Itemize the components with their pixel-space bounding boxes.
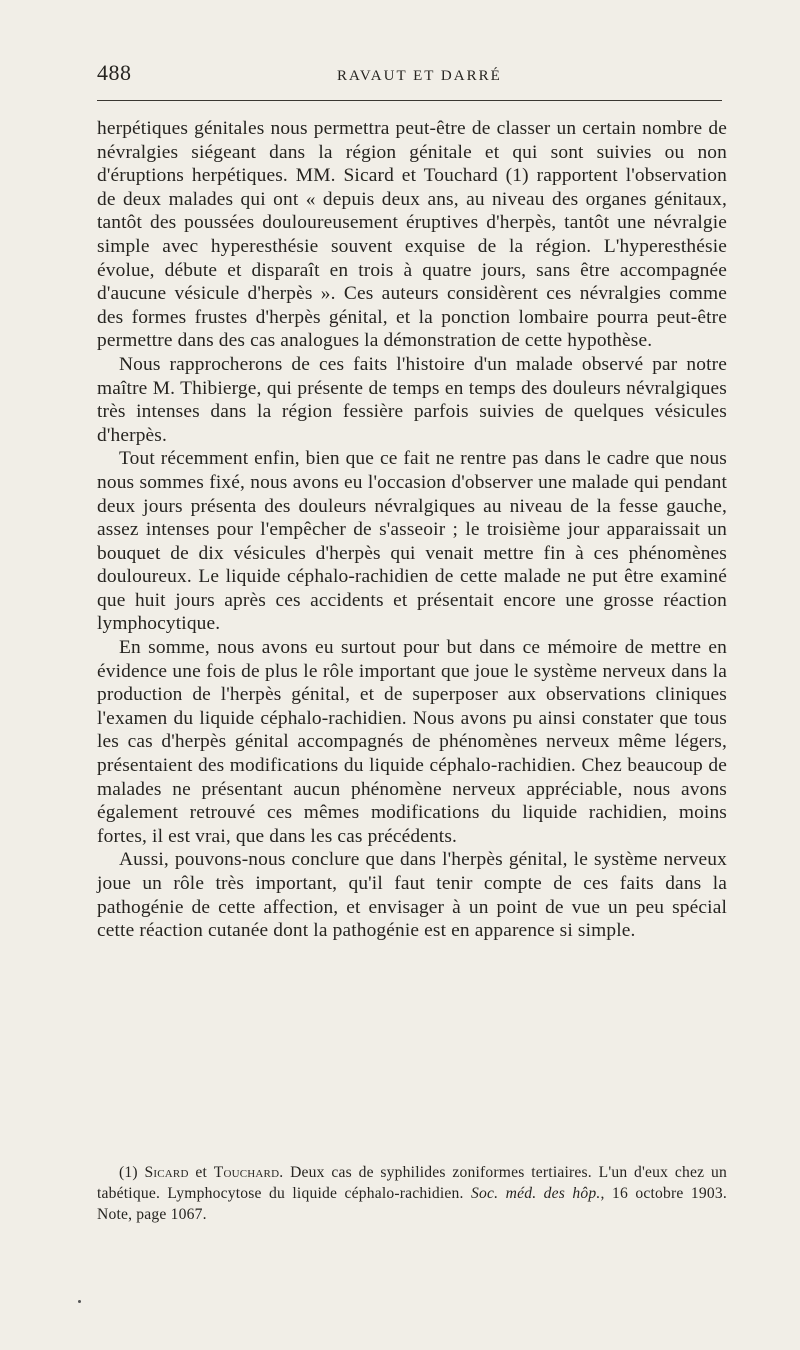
footnote-conj: et — [195, 1164, 207, 1181]
footnote-date-page: , 16 octobre 1903. Note, page 1067. — [97, 1185, 727, 1223]
paragraph-1: herpétiques génitales nous permettra peut-être de classer un certain nombre de névralgies siégeant dans la région génitale et qui sont suivies ou non d'éruptions herpétiques. MM. Sicard et Touchard (1) rapportent l'observation de deux malades qui ont « depuis deux ans, au niveau des organes génitaux, tantôt des poussées douloureusement éruptives d'herpès, tantôt une névralgie simple avec hyperesthésie souvent exquise de la région. L'hyperesthésie évolue, débute et disparaît en trois à quatre jours, sans être accompagnée d'aucune vésicule d'herpès ». Ces auteurs considèrent ces névralgies comme des formes frustes d'herpès génital, et la ponction lombaire pourra peut-être permettre dans des cas analogues la démonstration de cette hypothèse. — [97, 118, 727, 352]
paragraph-3: Tout récemment enfin, bien que ce fait ne rentre pas dans le cadre que nous nous sommes fixé, nous avons eu l'occasion d'observer une malade qui pendant deux jours présenta des douleurs névralgiques au niveau de la fesse gauche, assez intenses pour l'empêcher de s'asseoir ; le troisième jour apparaissait un bouquet de dix vésicules d'herpès qui venait mettre fin à ces phénomènes douloureux. Le liquide céphalo-rachidien de cette malade ne put être examiné que huit jours après ces accidents et présentait encore une grosse réaction lymphocytique. — [97, 448, 727, 635]
paper-speck — [78, 1300, 81, 1303]
paragraph-5: Aussi, pouvons-nous conclure que dans l'herpès génital, le système nerveux joue un rôle très important, qu'il faut tenir compte de ces faits dans la pathogénie de cette affection, et envisager à un point de vue un peu spécial cette réaction cutanée dont la pathogénie est en apparence si simple. — [97, 849, 727, 942]
page-header — [97, 58, 722, 98]
page-number: 488 — [97, 60, 132, 85]
paragraph-4: En somme, nous avons eu surtout pour but dans ce mémoire de mettre en évidence une fois de plus le rôle important que joue le système nerveux dans la production de l'herpès génital, et de superposer aux observations cliniques l'examen du liquide céphalo-rachidien. Nous avons pu ainsi constater que tous les cas d'herpès génital accompagnés de phénomènes nerveux même légers, présentaient des modifications du liquide céphalo-rachidien. Chez beaucoup de malades ne présentant aucun phénomène nerveux appréciable, nous avons également retrouvé ces mêmes modifications du liquide rachidien, moins fortes, il est vrai, que dans les cas précédents. — [97, 637, 727, 847]
body-text — [97, 117, 727, 943]
footnote-title: Deux cas de syphilides zoniformes tertiaires. L'un d'eux chez un tabétique. Lymphocytose du liquide céphalo-rachidien. — [97, 1164, 727, 1202]
footnote-author-sicard: Sicard — [144, 1164, 189, 1181]
footnote-marker: (1) — [119, 1164, 138, 1181]
footnote-author-touchard: Touchard. — [213, 1164, 284, 1181]
paragraph-2: Nous rapprocherons de ces faits l'histoire d'un malade observé par notre maître M. Thibierge, qui présente de temps en temps des douleurs névralgiques très intenses dans la région fessière parfois suivies de quelques vésicules d'herpès. — [97, 353, 727, 446]
header-rule — [97, 100, 722, 101]
footnote — [97, 1162, 727, 1225]
footnote-journal: Soc. méd. des hôp. — [471, 1185, 601, 1202]
running-head: RAVAUT ET DARRÉ — [337, 68, 502, 84]
footnote-text — [97, 1162, 727, 1225]
